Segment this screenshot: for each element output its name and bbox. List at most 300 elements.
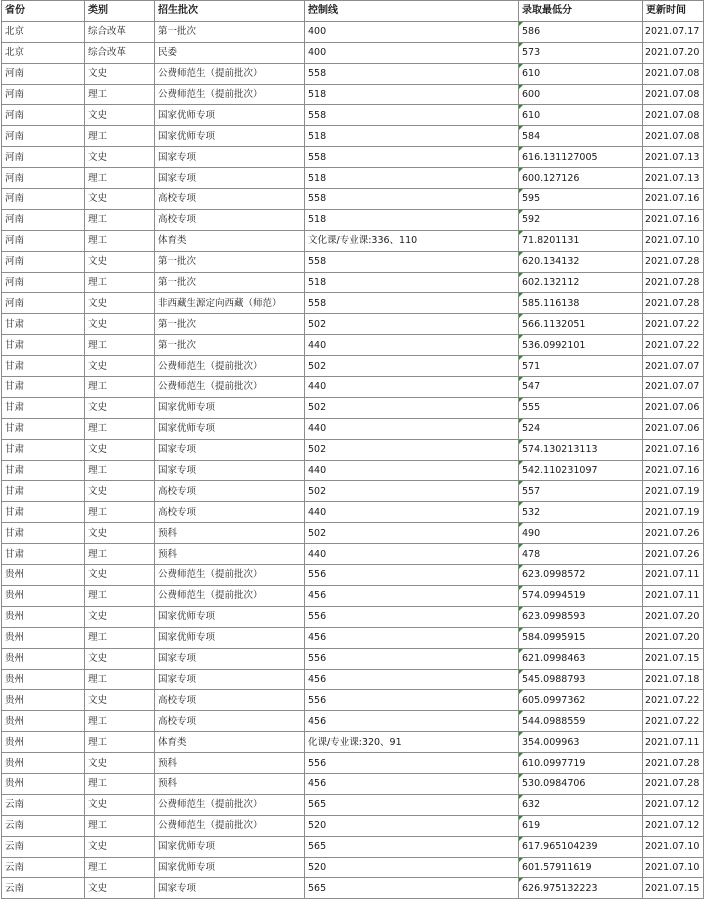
cell-control-line: 520 [305,857,519,878]
cell-province: 甘肃 [2,397,85,418]
cell-update-time: 2021.07.07 [643,377,704,398]
cell-control-line: 502 [305,356,519,377]
cell-control-line: 456 [305,585,519,606]
cell-control-line: 502 [305,481,519,502]
cell-control-line: 556 [305,648,519,669]
cell-min-score: 623.0998593 [519,606,643,627]
cell-min-score: 557 [519,481,643,502]
cell-update-time: 2021.07.10 [643,836,704,857]
cell-min-score: 595 [519,189,643,210]
cell-min-score: 532 [519,502,643,523]
cell-category: 文史 [85,105,155,126]
cell-control-line: 565 [305,794,519,815]
cell-min-score: 600 [519,84,643,105]
table-row [2,418,704,439]
cell-batch: 公费师范生（提前批次） [155,356,305,377]
cell-batch: 预科 [155,753,305,774]
cell-min-score: 610.0997719 [519,753,643,774]
cell-control-line: 558 [305,189,519,210]
table-row [2,377,704,398]
cell-batch: 高校专项 [155,690,305,711]
cell-batch: 第一批次 [155,272,305,293]
cell-province: 河南 [2,84,85,105]
cell-category: 文史 [85,690,155,711]
cell-category: 理工 [85,209,155,230]
cell-control-line: 456 [305,773,519,794]
cell-min-score: 601.57911619 [519,857,643,878]
cell-batch: 公费师范生（提前批次） [155,815,305,836]
cell-update-time: 2021.07.18 [643,669,704,690]
cell-update-time: 2021.07.12 [643,794,704,815]
cell-min-score: 573 [519,42,643,63]
cell-province: 河南 [2,293,85,314]
cell-update-time: 2021.07.26 [643,544,704,565]
table-row [2,690,704,711]
cell-control-line: 502 [305,523,519,544]
cell-update-time: 2021.07.28 [643,773,704,794]
cell-province: 河南 [2,126,85,147]
cell-province: 贵州 [2,565,85,586]
cell-min-score: 524 [519,418,643,439]
cell-category: 文史 [85,878,155,899]
table-row [2,84,704,105]
table-row [2,711,704,732]
cell-province: 甘肃 [2,481,85,502]
cell-control-line: 556 [305,753,519,774]
cell-min-score: 547 [519,377,643,398]
cell-update-time: 2021.07.16 [643,460,704,481]
cell-control-line: 502 [305,439,519,460]
cell-control-line: 558 [305,147,519,168]
cell-update-time: 2021.07.16 [643,209,704,230]
cell-category: 理工 [85,377,155,398]
table-row [2,878,704,899]
cell-control-line: 502 [305,314,519,335]
cell-province: 北京 [2,42,85,63]
cell-batch: 体育类 [155,732,305,753]
cell-min-score: 574.130213113 [519,439,643,460]
cell-update-time: 2021.07.15 [643,878,704,899]
cell-category: 文史 [85,147,155,168]
cell-province: 贵州 [2,690,85,711]
cell-province: 甘肃 [2,544,85,565]
cell-min-score: 585.116138 [519,293,643,314]
cell-province: 河南 [2,189,85,210]
cell-update-time: 2021.07.08 [643,126,704,147]
cell-province: 甘肃 [2,523,85,544]
cell-min-score: 592 [519,209,643,230]
cell-province: 贵州 [2,773,85,794]
cell-category: 文史 [85,293,155,314]
table-row [2,335,704,356]
table-row [2,397,704,418]
cell-control-line: 456 [305,669,519,690]
cell-min-score: 354.009963 [519,732,643,753]
cell-update-time: 2021.07.19 [643,481,704,502]
table-row [2,105,704,126]
cell-batch: 第一批次 [155,314,305,335]
cell-province: 云南 [2,857,85,878]
cell-category: 理工 [85,773,155,794]
table-row [2,63,704,84]
cell-province: 北京 [2,21,85,42]
cell-batch: 预科 [155,523,305,544]
table-row [2,732,704,753]
cell-batch: 高校专项 [155,502,305,523]
cell-min-score: 478 [519,544,643,565]
cell-update-time: 2021.07.10 [643,230,704,251]
cell-control-line: 558 [305,63,519,84]
cell-control-line: 556 [305,565,519,586]
cell-province: 云南 [2,836,85,857]
table-row [2,544,704,565]
cell-batch: 国家优师专项 [155,606,305,627]
cell-category: 理工 [85,84,155,105]
table-row [2,209,704,230]
cell-province: 河南 [2,105,85,126]
cell-province: 甘肃 [2,460,85,481]
cell-category: 理工 [85,815,155,836]
header-update-time: 更新时间 [643,1,704,22]
cell-min-score: 584.0995915 [519,627,643,648]
cell-province: 云南 [2,794,85,815]
cell-category: 文史 [85,565,155,586]
table-row [2,606,704,627]
cell-min-score: 600.127126 [519,168,643,189]
cell-min-score: 584 [519,126,643,147]
table-row [2,439,704,460]
cell-min-score: 530.0984706 [519,773,643,794]
cell-update-time: 2021.07.20 [643,606,704,627]
cell-category: 文史 [85,836,155,857]
cell-control-line: 558 [305,293,519,314]
cell-batch: 国家专项 [155,648,305,669]
cell-batch: 国家专项 [155,168,305,189]
cell-min-score: 619 [519,815,643,836]
header-control-line: 控制线 [305,1,519,22]
header-category: 类别 [85,1,155,22]
cell-control-line: 518 [305,209,519,230]
cell-province: 云南 [2,815,85,836]
cell-update-time: 2021.07.28 [643,753,704,774]
cell-control-line: 558 [305,105,519,126]
cell-min-score: 574.0994519 [519,585,643,606]
table-row [2,42,704,63]
cell-batch: 公费师范生（提前批次） [155,565,305,586]
cell-category: 理工 [85,460,155,481]
cell-category: 文史 [85,606,155,627]
cell-update-time: 2021.07.16 [643,439,704,460]
cell-category: 理工 [85,627,155,648]
cell-province: 河南 [2,168,85,189]
table-row [2,21,704,42]
cell-control-line: 518 [305,168,519,189]
cell-category: 文史 [85,753,155,774]
cell-update-time: 2021.07.13 [643,168,704,189]
cell-batch: 国家专项 [155,147,305,168]
cell-province: 河南 [2,63,85,84]
table-row [2,356,704,377]
cell-min-score: 623.0998572 [519,565,643,586]
cell-category: 理工 [85,126,155,147]
cell-category: 理工 [85,732,155,753]
cell-category: 理工 [85,418,155,439]
cell-category: 文史 [85,397,155,418]
cell-control-line: 565 [305,836,519,857]
cell-category: 文史 [85,189,155,210]
cell-category: 理工 [85,544,155,565]
cell-batch: 公费师范生（提前批次） [155,84,305,105]
table-row [2,857,704,878]
cell-update-time: 2021.07.16 [643,189,704,210]
cell-min-score: 490 [519,523,643,544]
cell-batch: 高校专项 [155,189,305,210]
cell-province: 河南 [2,230,85,251]
table-row [2,502,704,523]
cell-update-time: 2021.07.12 [643,815,704,836]
table-row [2,627,704,648]
table-row [2,669,704,690]
cell-batch: 高校专项 [155,711,305,732]
cell-batch: 国家专项 [155,439,305,460]
table-row [2,773,704,794]
cell-update-time: 2021.07.26 [643,523,704,544]
cell-batch: 国家专项 [155,878,305,899]
cell-update-time: 2021.07.20 [643,42,704,63]
cell-control-line: 518 [305,126,519,147]
cell-category: 综合改革 [85,42,155,63]
cell-control-line: 400 [305,42,519,63]
cell-update-time: 2021.07.08 [643,105,704,126]
cell-min-score: 544.0988559 [519,711,643,732]
table-row [2,168,704,189]
cell-min-score: 620.134132 [519,251,643,272]
cell-category: 理工 [85,669,155,690]
cell-control-line: 化课/专业课:320、91 [305,732,519,753]
cell-batch: 公费师范生（提前批次） [155,377,305,398]
cell-update-time: 2021.07.13 [643,147,704,168]
cell-update-time: 2021.07.22 [643,690,704,711]
cell-province: 甘肃 [2,335,85,356]
cell-min-score: 626.975132223 [519,878,643,899]
table-row [2,293,704,314]
cell-category: 理工 [85,502,155,523]
cell-province: 贵州 [2,711,85,732]
cell-category: 文史 [85,314,155,335]
cell-batch: 国家优师专项 [155,126,305,147]
cell-update-time: 2021.07.11 [643,732,704,753]
cell-batch: 高校专项 [155,209,305,230]
cell-category: 理工 [85,272,155,293]
cell-province: 甘肃 [2,439,85,460]
table-row [2,836,704,857]
cell-min-score: 610 [519,63,643,84]
cell-min-score: 536.0992101 [519,335,643,356]
cell-batch: 国家专项 [155,460,305,481]
cell-batch: 国家优师专项 [155,418,305,439]
cell-batch: 国家优师专项 [155,836,305,857]
cell-update-time: 2021.07.10 [643,857,704,878]
cell-min-score: 621.0998463 [519,648,643,669]
cell-update-time: 2021.07.06 [643,397,704,418]
table-row [2,815,704,836]
cell-category: 文史 [85,523,155,544]
cell-province: 甘肃 [2,502,85,523]
table-row [2,126,704,147]
cell-control-line: 502 [305,397,519,418]
cell-update-time: 2021.07.28 [643,293,704,314]
cell-min-score: 616.131127005 [519,147,643,168]
cell-batch: 国家优师专项 [155,397,305,418]
cell-control-line: 565 [305,878,519,899]
cell-control-line: 440 [305,335,519,356]
cell-batch: 国家专项 [155,669,305,690]
cell-control-line: 400 [305,21,519,42]
cell-category: 文史 [85,481,155,502]
cell-batch: 第一批次 [155,21,305,42]
cell-control-line: 520 [305,815,519,836]
cell-batch: 公费师范生（提前批次） [155,794,305,815]
table-row [2,753,704,774]
cell-update-time: 2021.07.28 [643,272,704,293]
cell-control-line: 518 [305,84,519,105]
cell-province: 河南 [2,209,85,230]
table-row [2,460,704,481]
cell-update-time: 2021.07.11 [643,565,704,586]
cell-province: 贵州 [2,585,85,606]
cell-min-score: 586 [519,21,643,42]
cell-category: 理工 [85,230,155,251]
cell-province: 河南 [2,147,85,168]
table-row [2,314,704,335]
cell-batch: 国家优师专项 [155,857,305,878]
cell-category: 理工 [85,857,155,878]
cell-province: 贵州 [2,606,85,627]
cell-control-line: 文化课/专业课:336、110 [305,230,519,251]
cell-update-time: 2021.07.20 [643,627,704,648]
cell-province: 河南 [2,272,85,293]
cell-category: 文史 [85,794,155,815]
cell-category: 文史 [85,356,155,377]
cell-control-line: 556 [305,690,519,711]
cell-province: 河南 [2,251,85,272]
table-row [2,585,704,606]
cell-province: 云南 [2,878,85,899]
cell-category: 理工 [85,711,155,732]
header-min-score: 录取最低分 [519,1,643,22]
table-row [2,251,704,272]
cell-province: 贵州 [2,669,85,690]
cell-category: 理工 [85,585,155,606]
cell-batch: 公费师范生（提前批次） [155,585,305,606]
cell-update-time: 2021.07.22 [643,335,704,356]
cell-batch: 第一批次 [155,335,305,356]
table-row [2,794,704,815]
cell-control-line: 558 [305,251,519,272]
cell-category: 文史 [85,648,155,669]
cell-province: 甘肃 [2,314,85,335]
cell-batch: 预科 [155,544,305,565]
cell-province: 贵州 [2,732,85,753]
admission-score-table [1,0,704,899]
cell-min-score: 545.0988793 [519,669,643,690]
cell-min-score: 605.0997362 [519,690,643,711]
cell-control-line: 440 [305,502,519,523]
cell-province: 甘肃 [2,377,85,398]
cell-update-time: 2021.07.17 [643,21,704,42]
cell-min-score: 617.965104239 [519,836,643,857]
cell-min-score: 555 [519,397,643,418]
cell-control-line: 518 [305,272,519,293]
table-body [2,21,704,898]
header-province: 省份 [2,1,85,22]
cell-category: 理工 [85,335,155,356]
cell-batch: 国家优师专项 [155,105,305,126]
cell-batch: 体育类 [155,230,305,251]
cell-min-score: 571 [519,356,643,377]
cell-update-time: 2021.07.22 [643,314,704,335]
table-row [2,523,704,544]
cell-batch: 公费师范生（提前批次） [155,63,305,84]
cell-category: 理工 [85,168,155,189]
cell-update-time: 2021.07.08 [643,84,704,105]
cell-update-time: 2021.07.15 [643,648,704,669]
table-row [2,147,704,168]
cell-update-time: 2021.07.19 [643,502,704,523]
cell-min-score: 566.1132051 [519,314,643,335]
cell-batch: 民委 [155,42,305,63]
table-row [2,565,704,586]
cell-control-line: 440 [305,418,519,439]
cell-category: 文史 [85,439,155,460]
cell-update-time: 2021.07.07 [643,356,704,377]
cell-batch: 国家优师专项 [155,627,305,648]
table-row [2,648,704,669]
cell-update-time: 2021.07.08 [643,63,704,84]
cell-update-time: 2021.07.22 [643,711,704,732]
cell-min-score: 602.132112 [519,272,643,293]
cell-control-line: 440 [305,544,519,565]
cell-control-line: 456 [305,711,519,732]
cell-province: 甘肃 [2,356,85,377]
cell-control-line: 456 [305,627,519,648]
cell-province: 贵州 [2,627,85,648]
cell-min-score: 71.8201131 [519,230,643,251]
cell-update-time: 2021.07.28 [643,251,704,272]
cell-control-line: 440 [305,460,519,481]
cell-control-line: 556 [305,606,519,627]
cell-batch: 非西藏生源定向西藏（师范） [155,293,305,314]
table-row [2,481,704,502]
table-row [2,189,704,210]
cell-update-time: 2021.07.11 [643,585,704,606]
cell-category: 文史 [85,251,155,272]
cell-province: 贵州 [2,648,85,669]
table-row [2,230,704,251]
cell-control-line: 440 [305,377,519,398]
table-row [2,272,704,293]
cell-min-score: 542.110231097 [519,460,643,481]
cell-category: 综合改革 [85,21,155,42]
cell-batch: 高校专项 [155,481,305,502]
cell-category: 文史 [85,63,155,84]
cell-update-time: 2021.07.06 [643,418,704,439]
cell-min-score: 632 [519,794,643,815]
header-row [2,1,704,22]
cell-batch: 预科 [155,773,305,794]
header-batch: 招生批次 [155,1,305,22]
cell-min-score: 610 [519,105,643,126]
